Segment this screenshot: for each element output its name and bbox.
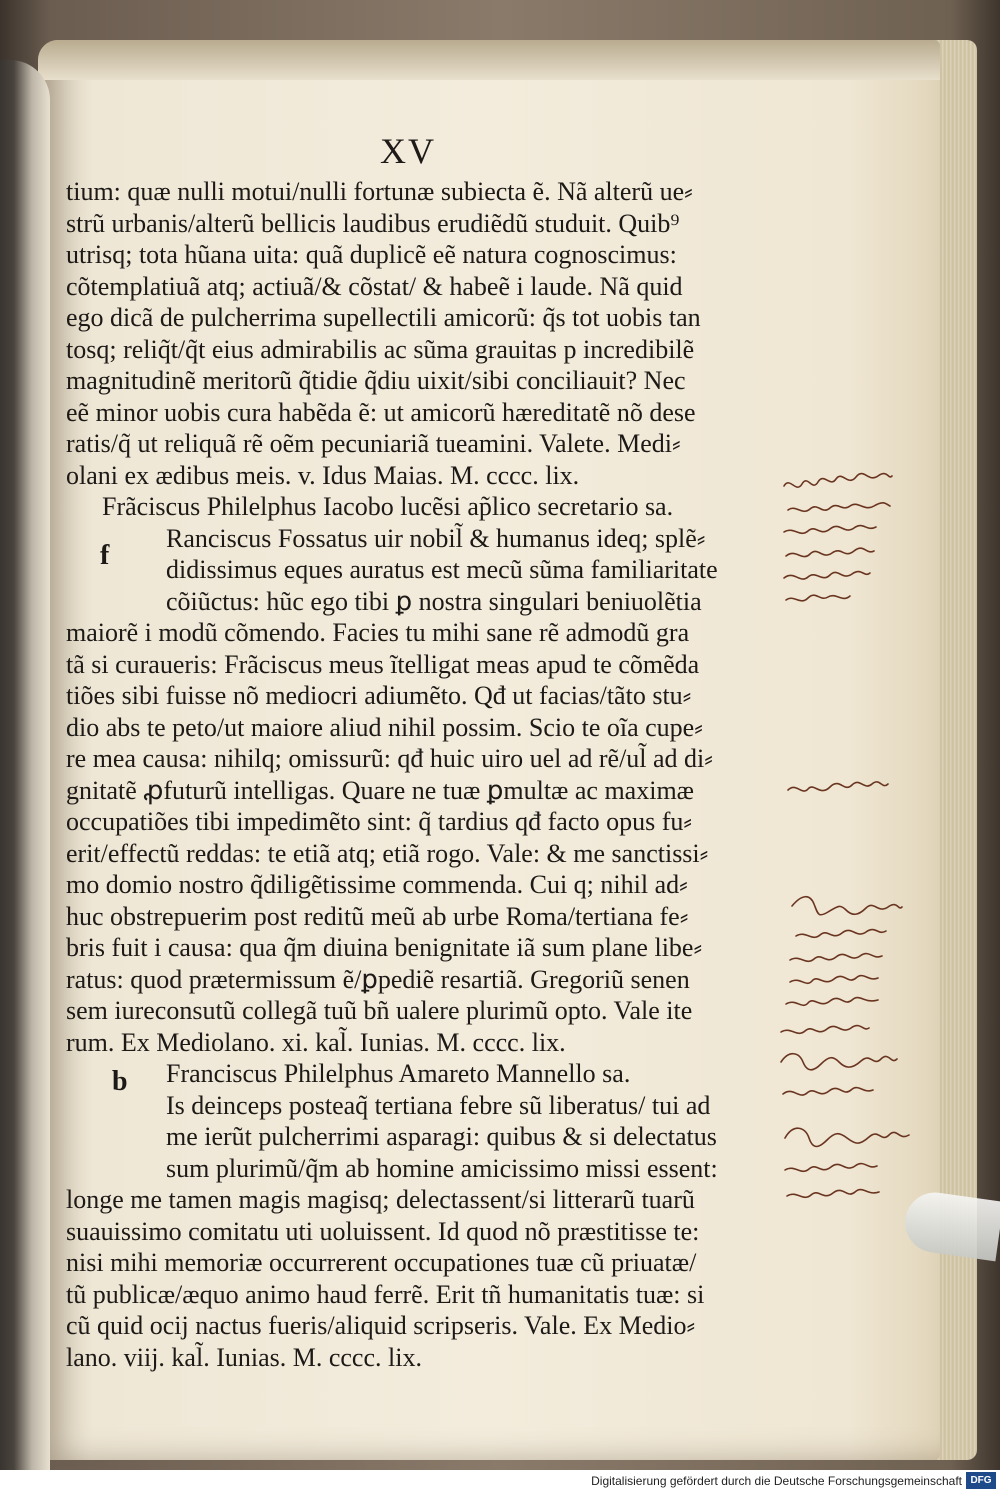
guide-letter: b — [112, 1066, 128, 1097]
text-line: cõiũctus: hũc ego tibi ꝑ nostra singulari beniuolẽtia — [166, 586, 702, 616]
text-line: gnitatẽ ꝓfuturũ intelligas. Quare ne tuæ ꝑmultæ ac maximæ — [66, 775, 695, 805]
funding-notice: Digitalisierung gefördert durch die Deutsche Forschungsgemeinschaft — [591, 1474, 962, 1488]
text-line: magnitudinẽ meritorũ q̃tidie q̃diu uixit/sibi conciliauit? Nec — [66, 366, 686, 395]
text-line: dio abs te peto/ut maiore aliud nihil possim. Scio te oĩa cupe⸗ — [66, 712, 703, 742]
letter-heading: Frãciscus Philelphus Iacobo lucẽsi ap̃lico secretario sa. — [102, 492, 674, 521]
text-line: ratus: quod prætermissum ẽ/ꝑpediẽ resartiã. Gregoriũ senen — [66, 964, 690, 994]
text-line: nisi mihi memoriæ occurrerent occupationes tuæ cũ priuatæ/ — [66, 1248, 697, 1277]
text-line: cõtemplatiuã atq; actiuã/& cõstat/ & habeẽ i laude. Nã quid — [66, 271, 683, 301]
text-line: bris fuit i causa: qua q̃m diuina benignitate iã sum plane libe⸗ — [66, 933, 703, 962]
text-line: tium: quæ nulli motui/nulli fortunæ subiecta ẽ. Nã alterũ ue⸗ — [66, 177, 693, 206]
text-line: tosq; reliq̃t/q̃t eius admirabilis ac sũma grauitas p incredibilẽ — [66, 334, 695, 364]
text-line: Is deinceps posteaq̃ tertiana febre sũ liberatus/ tui ad — [166, 1090, 711, 1120]
text-line: occupatiões tibi impedimẽto sint: q̃ tardius qđ facto opus fu⸗ — [66, 807, 693, 836]
text-line: ego dicã de pulcherrima supellectili amicorũ: q̃s tot uobis tan — [66, 303, 701, 332]
letter-heading: Franciscus Philelphus Amareto Mannello sa. — [166, 1059, 631, 1088]
guide-letter: f — [100, 540, 110, 571]
text-line: Ranciscus Fossatus uir nobil̃ & humanus ideq; splẽ⸗ — [166, 523, 706, 553]
text-line: lano. viij. kal̃. Iunias. M. cccc. lix. — [66, 1342, 422, 1372]
text-line: rum. Ex Mediolano. xi. kal̃. Iunias. M. cccc. lix. — [66, 1027, 566, 1057]
page-top-edge — [38, 40, 940, 80]
text-line: didissimus eques auratus est mecũ sũma familiaritate — [166, 555, 718, 584]
footer-bar — [0, 1470, 1000, 1493]
text-line: cũ quid ocij nactus fueris/aliquid scripseris. Vale. Ex Medio⸗ — [66, 1311, 696, 1340]
text-line: ratis/q̃ ut reliquã rẽ oẽm pecuniariã tueamini. Valete. Medi⸗ — [66, 429, 681, 458]
text-line: tũ publicæ/æquo animo haud ferrẽ. Erit tñ humanitatis tuæ: si — [66, 1279, 705, 1309]
text-line: utrisq; tota hũana uita: quã duplicẽ eẽ natura cognoscimus: — [66, 240, 677, 269]
folio-number: XV — [380, 131, 436, 171]
left-page-curl — [0, 60, 50, 1470]
text-line: me ierũt pulcherrimi asparagi: quibus & si delectatus — [166, 1122, 717, 1151]
text-line: tiões sibi fuisse nõ mediocri adiumẽto. Qđ ut facias/tãto stu⸗ — [66, 681, 692, 710]
dfg-logo: DFG — [966, 1472, 996, 1489]
marginal-annotations-lower — [775, 1020, 935, 1210]
text-line: olani ex ædibus meis. v. Idus Maias. M. cccc. lix. — [66, 460, 580, 490]
text-line: erit/effectũ reddas: te etiã atq; etiã rogo. Vale: & me sanctissi⸗ — [66, 838, 709, 868]
text-line: re mea causa: nihilq; omissurũ: qđ huic uiro uel ad rẽ/ul̃ ad di⸗ — [66, 744, 713, 773]
text-line: tã si curaueris: Frãciscus meus ĩtelligat meas apud te cõmẽda — [66, 649, 700, 679]
text-line: longe me tamen magis magisq; delectassent/si litterarũ tuarũ — [66, 1185, 695, 1214]
text-line: mo domio nostro q̃diligẽtissime commenda. Cui q; nihil ad⸗ — [66, 870, 688, 899]
page-text — [66, 176, 786, 1373]
text-line: huc obstrepuerim post reditũ meũ ab urbe Roma/tertiana fe⸗ — [66, 901, 689, 931]
text-line: sem iureconsutũ collegã tuũ bñ ualere plurimũ opto. Vale ite — [66, 996, 693, 1025]
text-line: suauissimo comitatu uti uoluissent. Id quod nõ præstitisse te: — [66, 1216, 700, 1246]
marginal-annotations — [780, 470, 930, 1030]
text-line: eẽ minor uobis cura habẽda ẽ: ut amicorũ hæreditatẽ nõ dese — [66, 397, 696, 427]
text-line: strũ urbanis/alterũ bellicis laudibus erudiẽdũ studuit. Quib⁹ — [66, 208, 680, 238]
text-line: sum plurimũ/q̃m ab homine amicissimo missi essent: — [166, 1153, 718, 1183]
text-line: maiorẽ i modũ cõmendo. Facies tu mihi sane rẽ admodũ gra — [66, 618, 690, 647]
